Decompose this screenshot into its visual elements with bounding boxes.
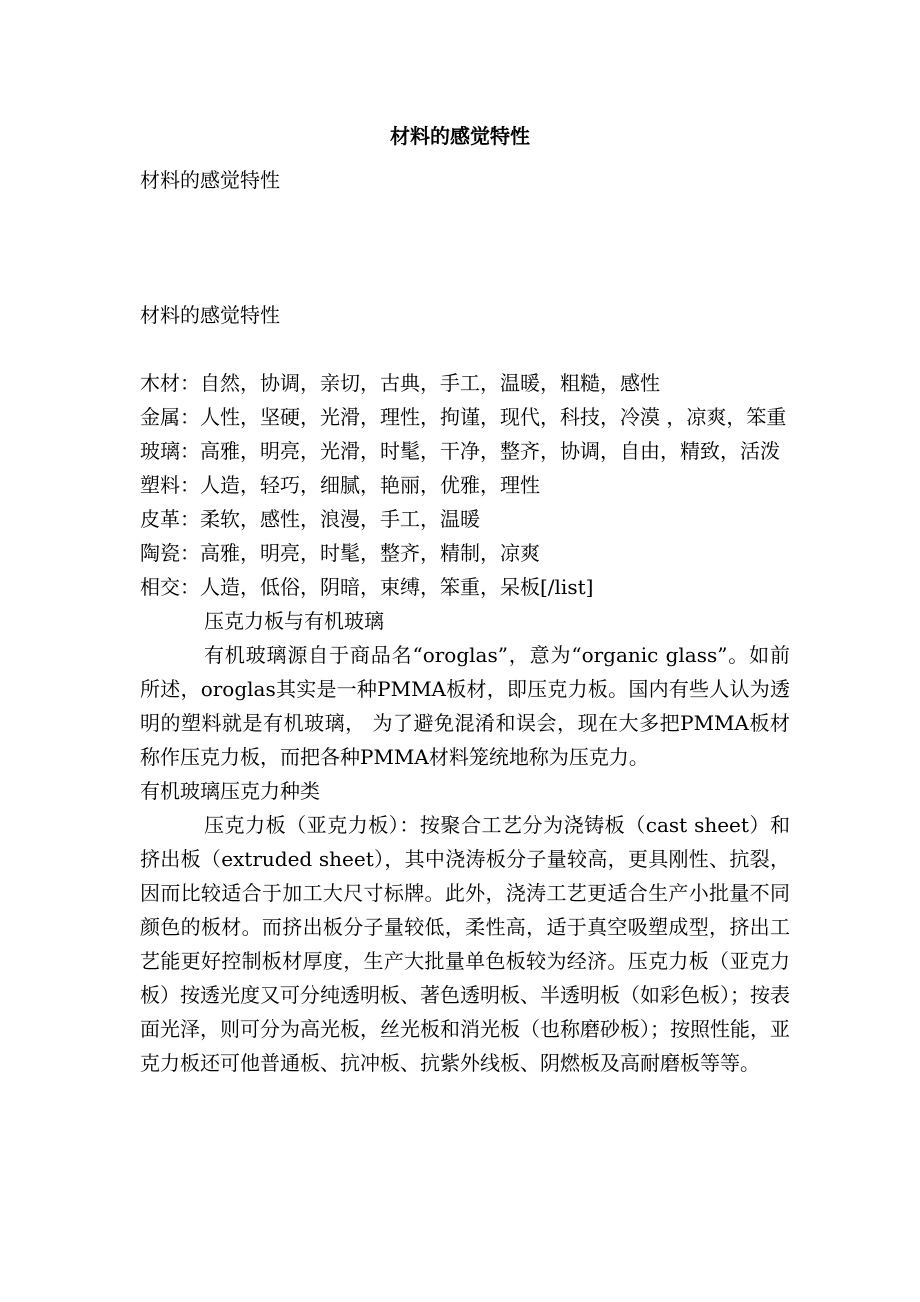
list-item: 相交：人造，低俗，阴暗，束缚，笨重，呆板[/list] [140, 575, 594, 599]
section-heading: 有机玻璃压克力种类 [140, 779, 320, 803]
document-title: 材料的感觉特性 [390, 124, 530, 148]
list-item: 皮革：柔软，感性，浪漫，手工，温暖 [140, 507, 480, 531]
subtitle-line: 材料的感觉特性 [140, 168, 280, 192]
list-item: 陶瓷：高雅，明亮，时髦，整齐，精制，凉爽 [140, 541, 540, 565]
list-item: 金属：人性，坚硬，光滑，理性，拘谨，现代，科技，冷漠 ，凉爽，笨重 [140, 405, 787, 429]
subtitle-line: 材料的感觉特性 [140, 303, 280, 327]
list-item: 塑料：人造，轻巧，细腻，艳丽，优雅，理性 [140, 473, 540, 497]
list-item: 玻璃：高雅，明亮，光滑，时髦，干净，整齐，协调，自由，精致，活泼 [140, 439, 780, 463]
materials-list [140, 366, 790, 1080]
paragraph: 有机玻璃源自于商品名“oroglas”，意为“organic glass”。如前所述，oroglas其实是一种PMMA板材，即压克力板。国内有些人认为透明的塑料就是有机玻璃， 为了避免混淆和误会，现在大多把PMMA板材称作压克力板，而把各种PMMA材料笼统地称为压克力。 [140, 643, 790, 769]
paragraph: 压克力板（亚克力板）：按聚合工艺分为浇铸板（cast sheet）和挤出板（extruded sheet），其中浇涛板分子量较高，更具刚性、抗裂，因而比较适合于加工大尺寸标牌。此外，浇涛工艺更适合生产小批量不同颜色的板材。而挤出板分子量较低，柔性高，适于真空吸塑成型，挤出工艺能更好控制板材厚度，生产大批量单色板较为经济。压克力板（亚克力板）按透光度又可分纯透明板、著色透明板、半透明板（如彩色板）；按表面光泽，则可分为高光板，丝光板和消光板（也称磨砂板）；按照性能，亚克力板还可他普通板、抗冲板、抗紫外线板、阴燃板及高耐磨板等等。 [140, 813, 790, 1075]
section-heading: 压克力板与有机玻璃 [204, 609, 384, 633]
list-item: 木材：自然，协调，亲切，古典，手工，温暖，粗糙，感性 [140, 371, 660, 395]
